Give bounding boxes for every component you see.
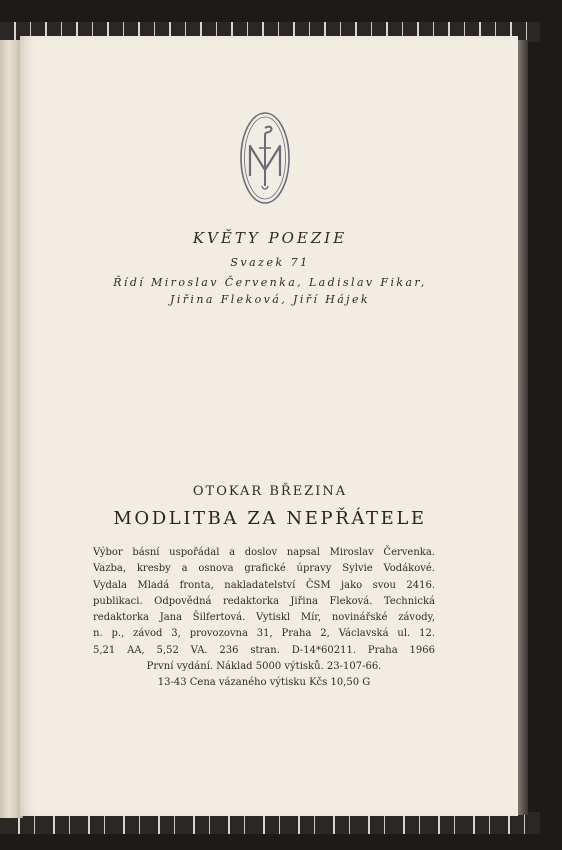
series-block (40, 228, 500, 308)
mf-publisher-logo-icon (238, 110, 292, 206)
imprint-line: publikaci. Odpovědná redaktorka Jiřina Fleková. Technická (93, 595, 435, 607)
series-volume: Svazek 71 (230, 256, 310, 269)
imprint-line: Vydala Mladá fronta, nakladatelství ČSM jako svou 2416. (93, 579, 435, 591)
imprint-line: redaktorka Jana Šilfertová. Vytiskl Mír, novinářské závody, (93, 612, 435, 624)
edition-line: První vydání. Náklad 5000 výtisků. 23-107-66. (146, 661, 382, 673)
imprint-line: 5,21 AA, 5,52 VA. 236 stran. D-14*60211. Praha 1966 (93, 644, 435, 656)
imprint-line: n. p., závod 3, provozovna 31, Praha 2, Václavská ul. 12. (93, 628, 435, 640)
series-name: KVĚTY POEZIE (192, 229, 348, 247)
imprint-block (93, 545, 435, 692)
price-line: 13-43 Cena vázaného výtisku Kčs 10,50 G (157, 677, 371, 689)
book-title: MODLITBA ZA NEPŘÁTELE (113, 508, 427, 529)
imprint-line: Výbor básní uspořádal a doslov napsal Miroslav Červenka. (93, 547, 435, 558)
series-editors-line-1: Řídí Miroslav Červenka, Ladislav Fikar, (113, 276, 427, 289)
series-editors-line-2: Jiřina Fleková, Jiří Hájek (170, 293, 370, 306)
series-editors (40, 274, 500, 308)
book-author: OTOKAR BŘEZINA (192, 484, 348, 499)
imprint-line: Vazba, kresby a osnova grafické úpravy Sylvie Vodákové. (93, 563, 435, 575)
